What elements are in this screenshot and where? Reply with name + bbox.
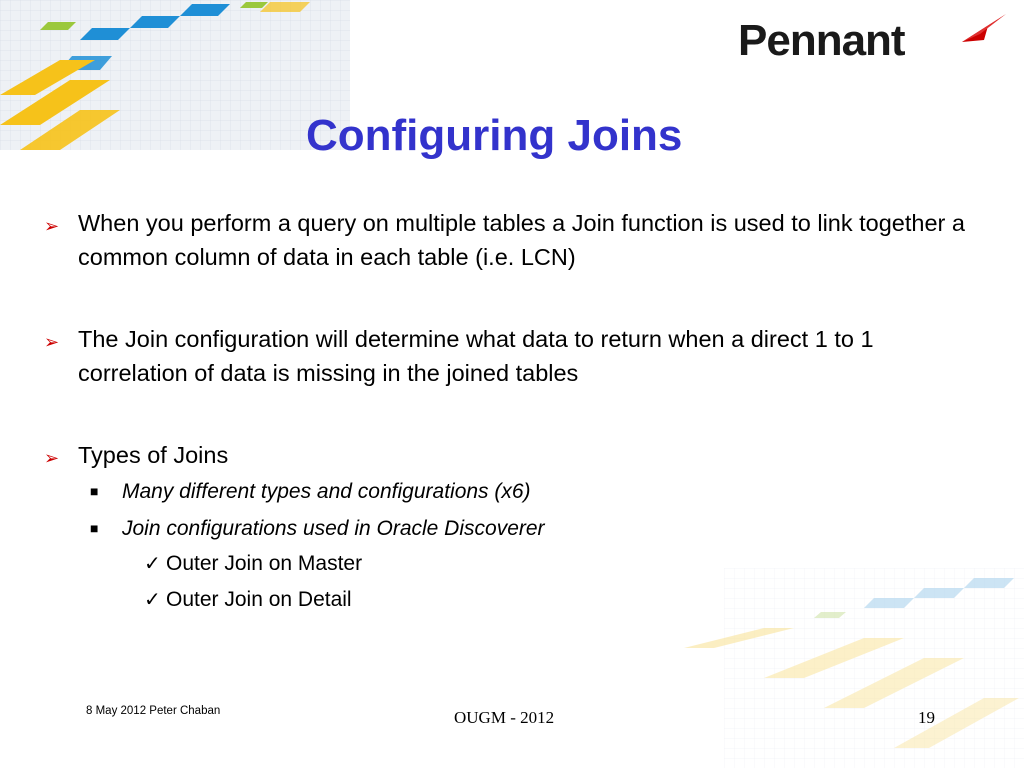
sub-bullet-item — [44, 474, 984, 509]
bullet-text: When you perform a query on multiple tables a Join function is used to link together a common column of data in each table (i.e. LCN) — [78, 210, 965, 270]
logo-text: Pennant — [738, 16, 905, 65]
check-icon: ✓ — [144, 553, 161, 575]
slide-content — [44, 206, 984, 618]
pennant-flag-icon — [958, 12, 1008, 46]
sub-bullet-text: Join configurations used in Oracle Discoverer — [122, 517, 545, 540]
check-icon: ✓ — [144, 589, 161, 611]
check-bullet-item — [44, 546, 984, 582]
bullet-item — [44, 438, 984, 472]
arrow-bullet-icon: ➢ — [44, 216, 60, 236]
bullet-item — [44, 322, 984, 390]
arrow-bullet-icon: ➢ — [44, 448, 60, 468]
bullet-text: The Join configuration will determine what data to return when a direct 1 to 1 correlation of data is missing in the joined tables — [78, 326, 874, 386]
check-bullet-item — [44, 582, 984, 618]
arrow-bullet-icon: ➢ — [44, 332, 60, 352]
decorative-arrows-top — [0, 0, 350, 150]
sub-bullet-item — [44, 511, 984, 546]
bullet-text: Types of Joins — [78, 442, 229, 468]
bullet-item — [44, 206, 984, 274]
check-bullet-text: Outer Join on Master — [166, 552, 363, 575]
square-bullet-icon: ■ — [90, 483, 99, 499]
footer-date-author: 8 May 2012 Peter Chaban — [86, 705, 221, 717]
check-bullet-text: Outer Join on Detail — [166, 588, 352, 611]
footer-event: OUGM - 2012 — [454, 708, 555, 727]
page-number: 19 — [918, 708, 935, 727]
pennant-logo — [738, 12, 1008, 68]
sub-bullet-text: Many different types and configurations (x6) — [122, 480, 531, 503]
square-bullet-icon: ■ — [90, 520, 99, 536]
slide-title: Configuring Joins — [306, 111, 683, 160]
